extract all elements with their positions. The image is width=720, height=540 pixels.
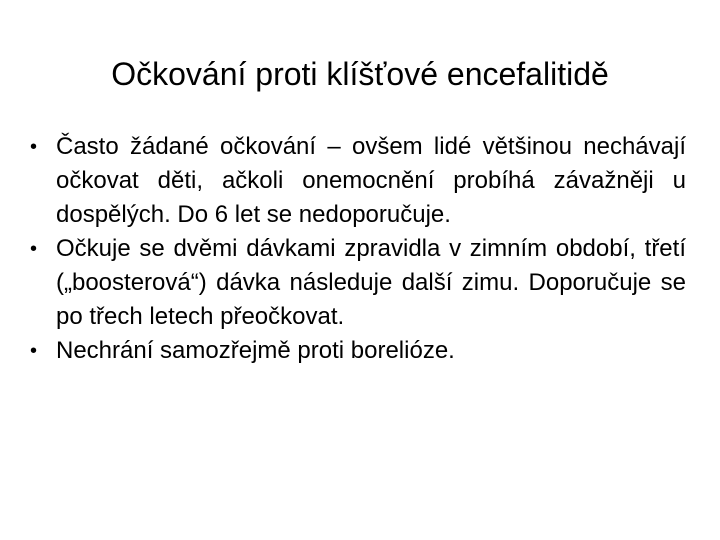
bullet-point-icon: • [30, 340, 38, 362]
bullet-point-icon: • [30, 136, 38, 158]
bullet-item [30, 232, 686, 334]
bullet-list [30, 130, 686, 368]
bullet-text: Nechrání samozřejmě proti borelióze. [56, 337, 455, 364]
bullet-text: Očkuje se dvěmi dávkami zpravidla v zimním období, třetí („boosterová“) dávka následuje další zimu. Doporučuje se po třech letech přeočkovat. [56, 235, 686, 330]
bullet-text: Často žádané očkování – ovšem lidé většinou nechávají očkovat děti, ačkoli onemocnění probíhá závažněji u dospělých. Do 6 let se nedoporučuje. [56, 133, 686, 228]
bullet-item [30, 334, 686, 368]
bullet-point-icon: • [30, 238, 38, 260]
slide-title: Očkování proti klíšťové encefalitidě [111, 56, 609, 92]
bullet-item [30, 130, 686, 232]
